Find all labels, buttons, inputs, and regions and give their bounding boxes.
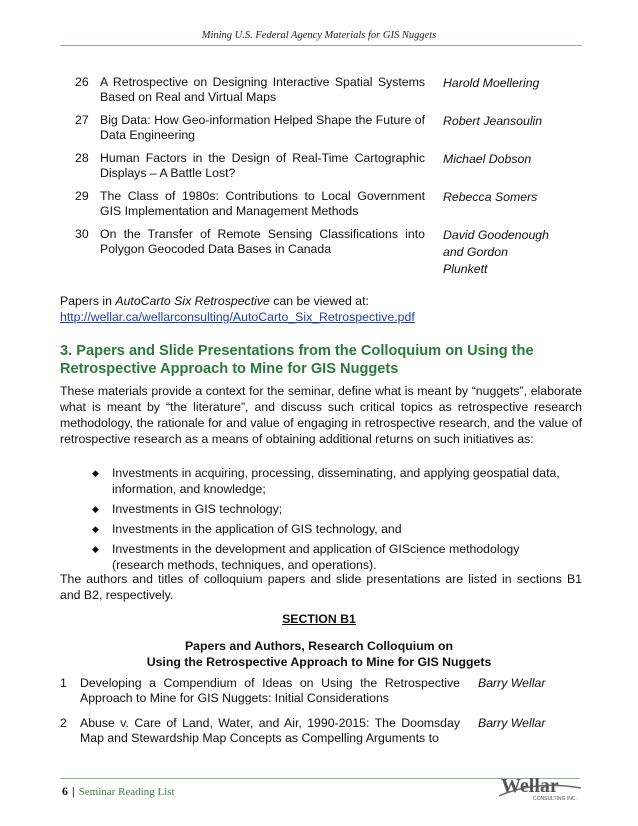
item-number: 1 — [60, 676, 67, 690]
logo-name: Wellar — [501, 775, 559, 797]
subtitle-line: Using the Retrospective Approach to Mine for GIS Nuggets — [146, 655, 492, 669]
body-paragraph: The authors and titles of colloquium papers and slide presentations are listed in sections B1 and B2, respectively. — [60, 572, 582, 602]
view-prefix: Papers in — [60, 294, 116, 308]
item-title: A Retrospective on Designing Interactive Spatial Systems Based on Real and Virtual Maps — [100, 75, 425, 104]
item-author: Barry Wellar — [478, 676, 546, 690]
item-title: Human Factors in the Design of Real-Time Cartographic Displays – A Battle Lost? — [100, 151, 425, 180]
item-author: David Goodenough and Gordon Plunkett — [443, 228, 549, 276]
item-number: 28 — [75, 151, 89, 165]
list-item — [92, 521, 562, 537]
item-number: 30 — [75, 227, 89, 241]
body-paragraph: These materials provide a context for the seminar, define what is meant by “nuggets”, elaborate what is meant by “the literature”, and discuss such critical topics as retrospective research methodology, the rationale for and value of engaging in retrospective research, and the value of retrospective research as a means of obtaining additional returns on such initiatives as: — [60, 384, 582, 446]
item-title: On the Transfer of Remote Sensing Classifications into Polygon Geocoded Data Bases in Canada — [100, 227, 425, 256]
view-suffix: can be viewed at: — [269, 294, 369, 308]
page-number: 6 — [62, 784, 68, 798]
bullet-text: Investments in GIS technology; — [112, 502, 283, 516]
list-item — [92, 541, 562, 573]
list-item — [75, 227, 575, 278]
retrospective-papers-list — [75, 75, 575, 286]
diamond-bullet-icon: ◆ — [92, 504, 99, 514]
bullet-list — [92, 465, 562, 577]
footer-separator: | — [72, 784, 75, 798]
bullet-text: Investments in the application of GIS technology, and — [112, 522, 402, 536]
retrospective-pdf-link[interactable]: http://wellar.ca/wellarconsulting/AutoCarto_Six_Retrospective.pdf — [60, 310, 415, 324]
view-publication-title: AutoCarto Six Retrospective — [115, 294, 270, 308]
item-author: Harold Moellering — [443, 76, 540, 90]
section-b1-subtitle — [0, 638, 638, 670]
item-author: Barry Wellar — [478, 716, 546, 730]
bullet-text: Investments in acquiring, processing, disseminating, and applying geospatial data, information, and knowledge; — [112, 466, 560, 496]
subtitle-line: Papers and Authors, Research Colloquium on — [184, 639, 454, 653]
header-rule — [60, 45, 582, 46]
item-title: Abuse v. Care of Land, Water, and Air, 1990-2015: The Doomsday Map and Stewardship Map Concepts as Compelling Arguments to — [80, 716, 460, 745]
footer-label: Seminar Reading List — [78, 786, 175, 798]
list-item — [92, 501, 562, 517]
diamond-bullet-icon: ◆ — [92, 524, 99, 534]
item-author: Robert Jeansoulin — [443, 114, 543, 128]
list-item — [75, 113, 575, 143]
item-number: 27 — [75, 113, 89, 127]
logo-subtitle: CONSULTING INC. — [533, 796, 577, 802]
page-footer — [62, 784, 175, 799]
list-item — [60, 676, 585, 706]
item-number: 2 — [60, 716, 67, 730]
running-header: Mining U.S. Federal Agency Materials for GIS Nuggets — [201, 30, 437, 41]
bullet-text: Investments in the development and application of GIScience methodology (research methods, techniques, and operations). — [112, 542, 520, 572]
list-item — [75, 151, 575, 181]
list-item — [75, 189, 575, 219]
item-title: The Class of 1980s: Contributions to Local Government GIS Implementation and Management Methods — [100, 189, 425, 218]
section-heading: 3. Papers and Slide Presentations from the Colloquium on Using the Retrospective Approach to Mine for GIS Nuggets — [60, 343, 534, 377]
diamond-bullet-icon: ◆ — [92, 544, 99, 554]
wellar-logo — [495, 770, 585, 804]
diamond-bullet-icon: ◆ — [92, 468, 99, 478]
item-number: 26 — [75, 75, 89, 89]
item-title: Big Data: How Geo-information Helped Shape the Future of Data Engineering — [100, 113, 425, 142]
list-item — [92, 465, 562, 497]
item-author: Rebecca Somers — [443, 190, 538, 204]
item-author: Michael Dobson — [443, 152, 532, 166]
list-item — [60, 716, 585, 746]
view-papers-note — [60, 293, 415, 325]
list-item — [75, 75, 575, 105]
item-title: Developing a Compendium of Ideas on Using the Retrospective Approach to Mine for GIS Nuggets: Initial Considerations — [80, 676, 460, 705]
section-b1-label: SECTION B1 — [282, 612, 356, 626]
item-number: 29 — [75, 189, 89, 203]
colloquium-papers-list — [60, 676, 585, 756]
